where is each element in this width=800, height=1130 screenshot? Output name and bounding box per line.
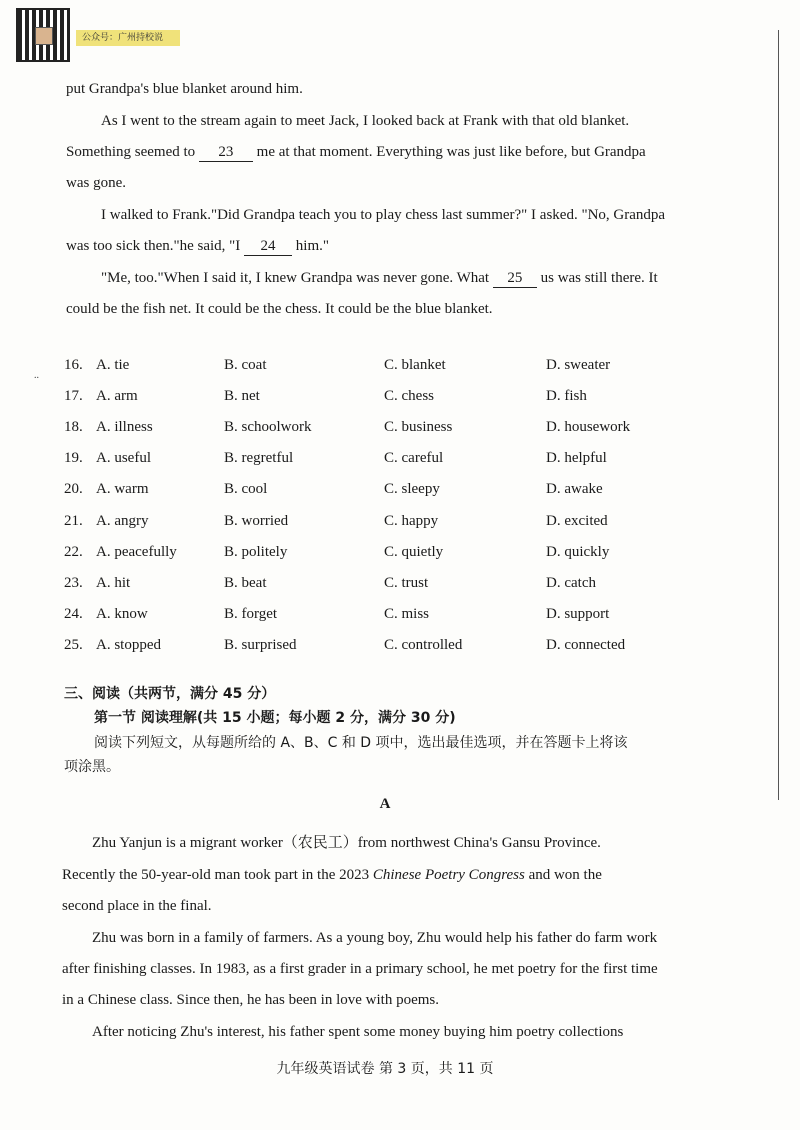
question-row: [64, 513, 724, 537]
section-instruction: 项涂黑。: [64, 759, 120, 775]
option-d: D. sweater: [546, 357, 611, 373]
passage-line: second place in the final.: [62, 898, 212, 914]
question-row: [64, 419, 724, 443]
blank-24: 24: [244, 237, 292, 256]
passage-label: A: [379, 796, 391, 812]
option-c: C. chess: [384, 388, 434, 405]
section-heading: 三、阅读（共两节，满分 45 分）: [64, 686, 276, 702]
question-number: 19.: [64, 450, 83, 467]
question-number: 23.: [64, 574, 83, 591]
option-a: A. know: [96, 605, 148, 622]
qr-code-image: [16, 8, 70, 62]
option-b: B. beat: [224, 574, 267, 591]
option-c: C. quietly: [384, 543, 444, 560]
option-c: C. sleepy: [384, 481, 440, 498]
option-a: A. angry: [96, 512, 149, 529]
passage-line: in a Chinese class. Since then, he has been in love with poems.: [62, 992, 439, 1008]
question-row: [64, 606, 724, 630]
question-number: 17.: [64, 388, 83, 405]
blank-23: 23: [199, 143, 253, 162]
option-b: B. schoolwork: [224, 419, 312, 436]
passage-line: "Me, too."When I said it, I knew Grandpa was never gone. What 25 us was still there. It: [101, 270, 658, 286]
poetry-congress-title: Chinese Poetry Congress: [372, 867, 525, 883]
option-a: A. illness: [96, 419, 153, 436]
passage-line: Zhu Yanjun is a migrant worker（农民工）from northwest China's Gansu Province.: [92, 835, 601, 851]
option-a: A. stopped: [96, 636, 161, 653]
option-a: A. hit: [96, 574, 131, 591]
option-b: B. net: [224, 388, 260, 405]
passage-line: I walked to Frank."Did Grandpa teach you to play chess last summer?" I asked. "No, Grandpa: [101, 207, 666, 223]
passage-line: As I went to the stream again to meet Jack, I looked back at Frank with that old blanket.: [101, 113, 630, 129]
question-row: [64, 357, 724, 381]
section-subheading: 第一节 阅读理解(共 15 小题；每小题 2 分，满分 30 分): [94, 710, 456, 726]
page-edge-line: [778, 30, 779, 800]
header-banner: 公众号：广州持校说: [76, 30, 180, 46]
option-c: C. miss: [384, 605, 430, 622]
question-row: [64, 450, 724, 474]
option-c: C. blanket: [384, 357, 446, 373]
option-a: A. warm: [96, 481, 149, 498]
option-c: C. happy: [384, 512, 439, 529]
passage-line: Recently the 50-year-old man took part in the 2023 Chinese Poetry Congress and won the: [62, 867, 602, 883]
question-number: 22.: [64, 543, 83, 560]
question-number: 18.: [64, 419, 83, 436]
option-b: B. worried: [224, 512, 289, 529]
question-row: [64, 575, 724, 599]
option-d: D. support: [546, 605, 610, 622]
option-d: D. housework: [546, 419, 631, 436]
option-a: A. arm: [96, 388, 138, 405]
passage-line: after finishing classes. In 1983, as a first grader in a primary school, he met poetry for the first time: [62, 961, 658, 977]
page-footer: 九年级英语试卷 第 3 页，共 11 页: [276, 1061, 494, 1077]
question-number: 16.: [64, 357, 83, 373]
option-c: C. business: [384, 419, 453, 436]
passage-line: After noticing Zhu's interest, his father spent some money buying him poetry collections: [92, 1024, 624, 1040]
option-d: D. connected: [546, 636, 626, 653]
option-a: A. useful: [96, 450, 151, 467]
question-number: 21.: [64, 512, 83, 529]
option-b: B. surprised: [224, 636, 297, 653]
option-b: B. regretful: [224, 450, 294, 467]
passage-line: put Grandpa's blue blanket around him.: [66, 81, 303, 97]
option-b: B. coat: [224, 357, 267, 373]
passage-line: Zhu was born in a family of farmers. As a young boy, Zhu would help his father do farm work: [92, 930, 658, 946]
passage-line: was too sick then."he said, "I 24 him.": [66, 238, 330, 254]
scan-mark: ..: [34, 370, 39, 381]
question-number: 25.: [64, 636, 83, 653]
option-b: B. forget: [224, 605, 278, 622]
option-d: D. excited: [546, 512, 608, 529]
option-d: D. fish: [546, 388, 587, 405]
question-number: 24.: [64, 605, 83, 622]
option-c: C. careful: [384, 450, 444, 467]
blank-25: 25: [493, 269, 537, 288]
option-a: A. tie: [96, 357, 130, 373]
option-d: D. awake: [546, 481, 603, 498]
passage-line: was gone.: [66, 175, 126, 191]
question-row: [64, 637, 724, 661]
option-b: B. politely: [224, 543, 288, 560]
option-a: A. peacefully: [96, 543, 177, 560]
option-c: C. trust: [384, 574, 429, 591]
option-d: D. quickly: [546, 543, 610, 560]
option-c: C. controlled: [384, 636, 463, 653]
option-d: D. catch: [546, 574, 596, 591]
question-row: [64, 544, 724, 568]
question-row: [64, 388, 724, 412]
question-row: [64, 481, 724, 505]
passage-line: could be the fish net. It could be the chess. It could be the blue blanket.: [66, 301, 493, 317]
section-instruction: 阅读下列短文，从每题所给的 A、B、C 和 D 项中，选出最佳选项，并在答题卡上将该: [94, 735, 628, 751]
passage-line: Something seemed to 23 me at that moment. Everything was just like before, but Grandpa: [66, 144, 646, 160]
option-b: B. cool: [224, 481, 268, 498]
question-number: 20.: [64, 481, 83, 498]
option-d: D. helpful: [546, 450, 607, 467]
